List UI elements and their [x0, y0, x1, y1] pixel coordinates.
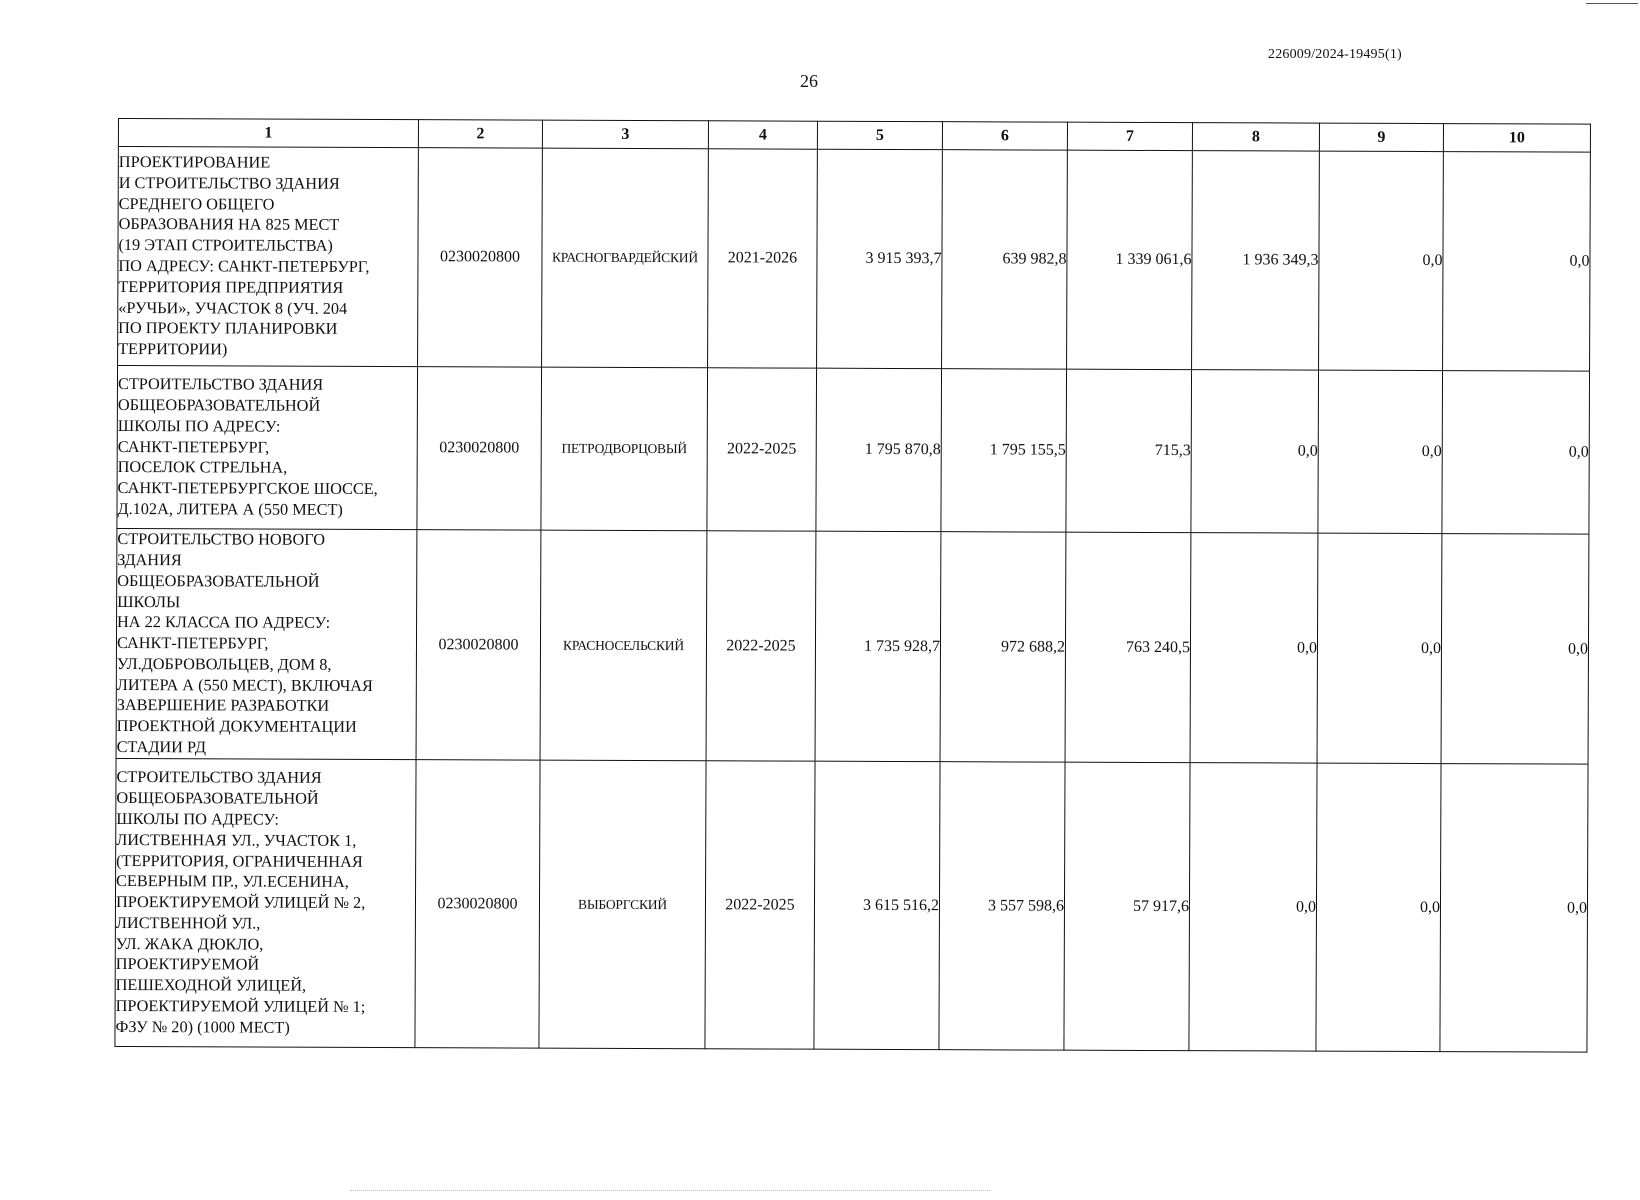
value-cell: 0,0 — [1318, 370, 1443, 533]
value-cell: 0,0 — [1440, 764, 1588, 1053]
code-cell: 0230020800 — [416, 530, 541, 760]
value-cell: 639 982,8 — [942, 150, 1068, 369]
document-number: 226009/2024-19495(1) — [1268, 47, 1402, 62]
district-cell: ПЕТРОДВОРЦОВЫЙ — [541, 367, 708, 531]
page-number: 26 — [800, 71, 818, 91]
code-cell: 0230020800 — [417, 367, 542, 530]
value-cell: 715,3 — [1066, 369, 1192, 532]
value-cell: 0,0 — [1442, 371, 1590, 535]
period-cell: 2022-2025 — [705, 761, 815, 1049]
value-cell: 1 795 155,5 — [941, 369, 1067, 532]
table-row — [117, 366, 1590, 535]
value-cell: 1 795 870,8 — [816, 368, 942, 531]
value-cell: 0,0 — [1443, 152, 1591, 372]
period-cell: 2022-2025 — [706, 531, 816, 761]
table-row — [116, 528, 1589, 764]
value-cell: 57 917,6 — [1064, 762, 1190, 1050]
value-cell: 0,0 — [1189, 763, 1317, 1051]
district-cell: ВЫБОРГСКИЙ — [539, 760, 706, 1049]
value-cell: 0,0 — [1190, 533, 1318, 763]
value-cell: 0,0 — [1191, 370, 1319, 533]
value-cell: 0,0 — [1441, 534, 1589, 765]
column-header: 5 — [817, 121, 942, 149]
column-header: 2 — [418, 120, 542, 148]
object-name-cell: СТРОИТЕЛЬСТВО ЗДАНИЯ ОБЩЕОБРАЗОВАТЕЛЬНОЙ ШКОЛЫ ПО АДРЕСУ: ЛИСТВЕННАЯ УЛ., УЧАСТОК 1, (ТЕРРИТОРИЯ, ОГРАНИЧЕННАЯ СЕВЕРНЫМ ПР., УЛ.ЕСЕНИНА, ПРОЕКТИРУЕМОЙ УЛИЦЕЙ № 2, ЛИСТВЕННОЙ УЛ., УЛ. ЖАКА ДЮКЛО, ПРОЕКТИРУЕМОЙ ПЕШЕХОДНОЙ УЛИЦЕЙ, ПРОЕКТИРУЕМОЙ УЛИЦЕЙ № 1; ФЗУ № 20) (1000 МЕСТ) — [115, 758, 416, 1047]
value-cell: 3 557 598,6 — [939, 762, 1065, 1050]
period-cell: 2021-2026 — [708, 149, 818, 368]
object-name-cell: СТРОИТЕЛЬСТВО ЗДАНИЯ ОБЩЕОБРАЗОВАТЕЛЬНОЙ ШКОЛЫ ПО АДРЕСУ: САНКТ-ПЕТЕРБУРГ, ПОСЕЛОК СТРЕЛЬНА, САНКТ-ПЕТЕРБУРГСКОЕ ШОССЕ, Д.102А, ЛИТЕРА А (550 МЕСТ) — [117, 366, 418, 530]
column-header: 4 — [708, 121, 817, 149]
table-row — [118, 147, 1591, 372]
district-cell: КРАСНОСЕЛЬСКИЙ — [540, 530, 707, 761]
column-header: 10 — [1443, 124, 1590, 153]
value-cell: 0,0 — [1317, 533, 1442, 763]
value-cell: 3 615 516,2 — [814, 761, 940, 1049]
column-header: 9 — [1319, 123, 1443, 151]
code-cell: 0230020800 — [415, 760, 540, 1048]
value-cell: 3 915 393,7 — [817, 149, 943, 368]
column-header: 1 — [118, 119, 418, 148]
scan-bottom-artifact — [350, 1190, 990, 1193]
object-name-cell: СТРОИТЕЛЬСТВО НОВОГО ЗДАНИЯ ОБЩЕОБРАЗОВАТЕЛЬНОЙ ШКОЛЫ НА 22 КЛАССА ПО АДРЕСУ: САНКТ-ПЕТЕРБУРГ, УЛ.ДОБРОВОЛЬЦЕВ, ДОМ 8, ЛИТЕРА А (550 МЕСТ), ВКЛЮЧАЯ ЗАВЕРШЕНИЕ РАЗРАБОТКИ ПРОЕКТНОЙ ДОКУМЕНТАЦИИ СТАДИИ РД — [116, 528, 417, 759]
value-cell: 763 240,5 — [1065, 532, 1191, 762]
column-header: 7 — [1067, 122, 1192, 150]
code-cell: 0230020800 — [418, 148, 543, 367]
value-cell: 1 735 928,7 — [815, 531, 941, 761]
value-cell: 1 339 061,6 — [1067, 150, 1193, 369]
district-cell: КРАСНОГВАРДЕЙСКИЙ — [542, 148, 709, 368]
column-header: 8 — [1192, 123, 1319, 151]
value-cell: 972 688,2 — [940, 532, 1066, 762]
value-cell: 1 936 349,3 — [1192, 151, 1320, 370]
column-header: 6 — [942, 122, 1067, 150]
column-header: 3 — [542, 120, 708, 149]
budget-table — [114, 118, 1591, 1053]
value-cell: 0,0 — [1319, 151, 1444, 370]
value-cell: 0,0 — [1316, 763, 1441, 1051]
period-cell: 2022-2025 — [707, 368, 817, 531]
scan-corner-mark — [1586, 3, 1638, 4]
object-name-cell: ПРОЕКТИРОВАНИЕ И СТРОИТЕЛЬСТВО ЗДАНИЯ СРЕДНЕГО ОБЩЕГО ОБРАЗОВАНИЯ НА 825 МЕСТ (19 ЭТАП СТРОИТЕЛЬСТВА) ПО АДРЕСУ: САНКТ-ПЕТЕРБУРГ, ТЕРРИТОРИЯ ПРЕДПРИЯТИЯ «РУЧЬИ», УЧАСТОК 8 (УЧ. 204 ПО ПРОЕКТУ ПЛАНИРОВКИ ТЕРРИТОРИИ) — [118, 147, 419, 367]
table-row — [115, 758, 1588, 1052]
